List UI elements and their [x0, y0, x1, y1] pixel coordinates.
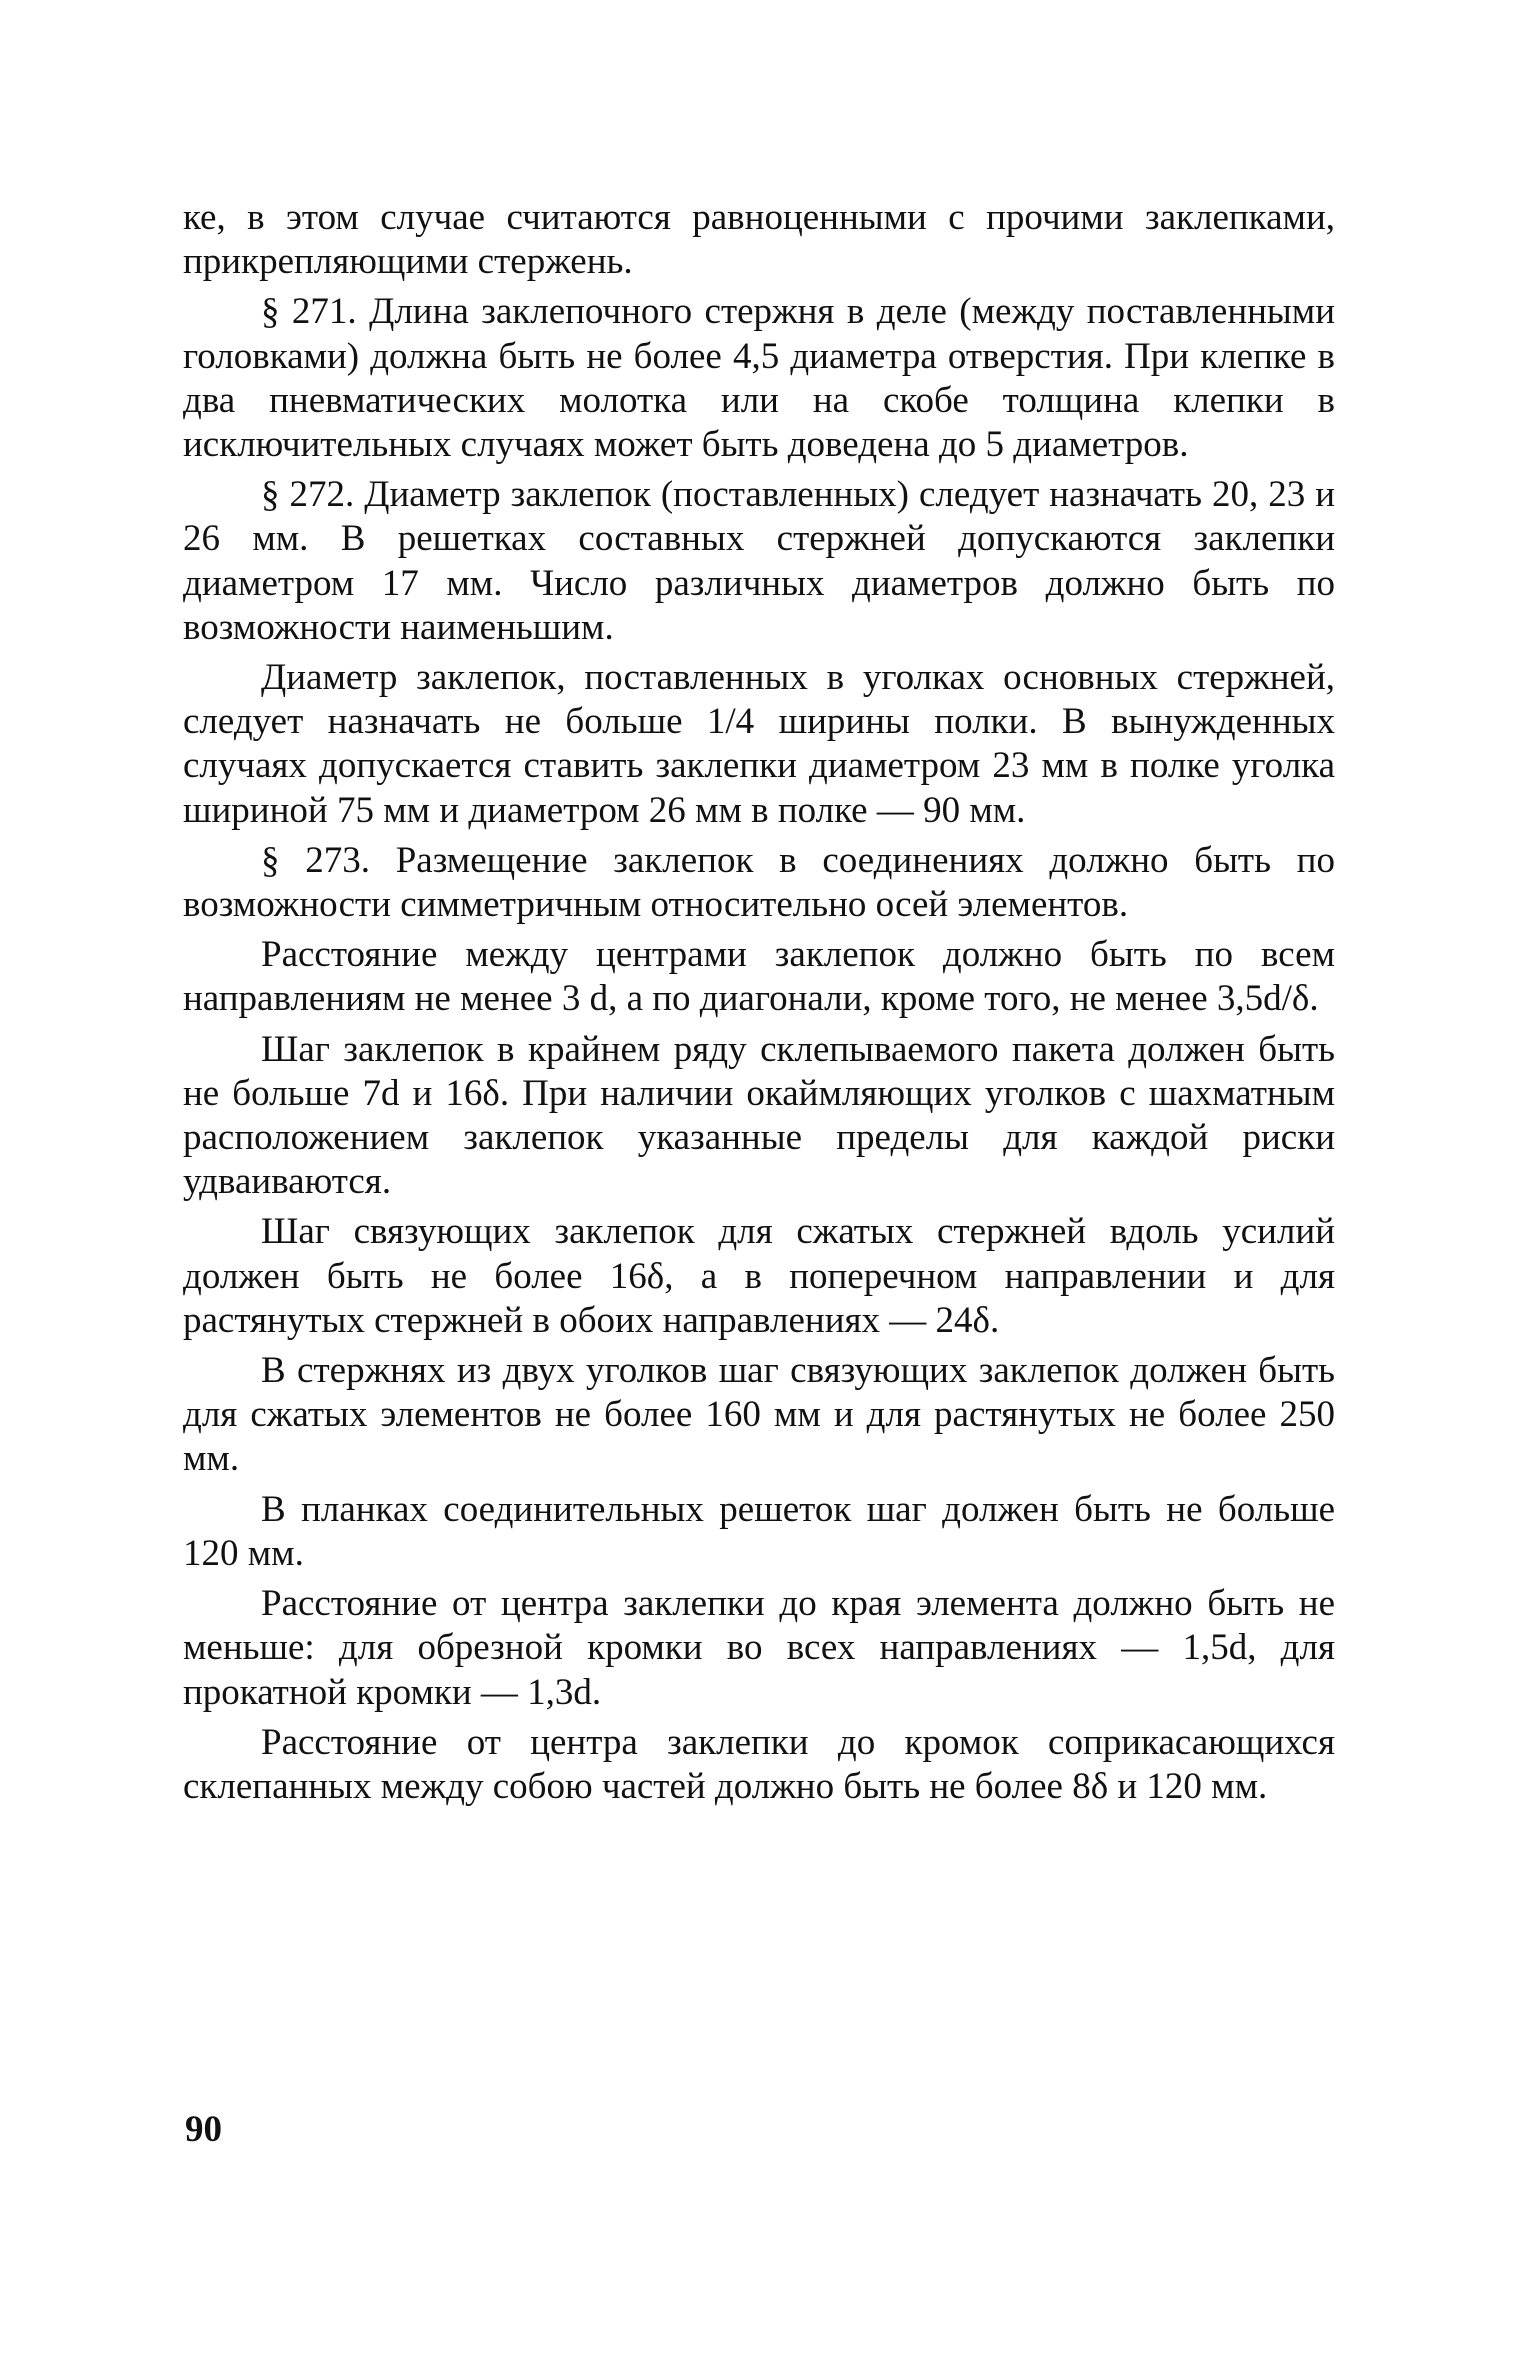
paragraph-center-distance: Расстояние между центрами заклепок должно быть по всем направлениям не менее 3 d, а по диагонали, кроме того, не менее 3,5d/δ. — [183, 934, 1335, 1020]
paragraph-section-273: § 273. Размещение заклепок в соединениях должно быть по возможности симметричным относительно осей элементов. — [183, 839, 1335, 926]
paragraph-section-271: § 271. Длина заклепочного стержня в деле (между поставленными головками) должна быть не более 4,5 диаметра отверстия. При клепке в два пневматических молотка или на скобе толщина клепки в исключительных случаях может быть доведена до 5 диаметров. — [183, 291, 1335, 466]
paragraph-section-272: § 272. Диаметр заклепок (поставленных) следует назначать 20, 23 и 26 мм. В решетках составных стержней допускаются заклепки диаметром 17 мм. Число различных диаметров должно быть по возможности наименьшим. — [183, 474, 1335, 648]
paragraph-rivet-diameter-angles: Диаметр заклепок, поставленных в уголках основных стержней, следует назначать не больше 1/4 ширины полки. В вынужденных случаях допускается ставить заклепки диаметром 23 мм в полке уголка шириной 75 мм и диаметром 26 мм в полке — 90 мм. — [183, 657, 1335, 831]
paragraph-edge-distance: Расстояние от центра заклепки до края элемента должно быть не меньше: для обрезной кромки во всех направлениях — 1,5d, для прокатной кромки — 1,3d. — [183, 1583, 1335, 1713]
page-text — [183, 196, 1335, 1815]
paragraph-contact-edge-distance: Расстояние от центра заклепки до кромок соприкасающихся склепанных между собою частей должно быть не более 8δ и 120 мм. — [183, 1721, 1335, 1807]
paragraph-stitch-rivet-pitch: Шаг связующих заклепок для сжатых стержней вдоль усилий должен быть не более 16δ, а в поперечном направлении и для растянутых стержней в обоих направлениях — 24δ. — [183, 1211, 1335, 1341]
paragraph-continuation: ке, в этом случае считаются равноценными с прочими заклепками, прикрепляющими стержень. — [183, 197, 1335, 283]
paragraph-edge-row-pitch: Шаг заклепок в крайнем ряду склепываемого пакета должен быть не больше 7d и 16δ. При наличии окаймляющих уголков с шахматным расположением заклепок указанные пределы для каждой риски удваиваются. — [183, 1028, 1335, 1203]
page-number: 90 — [185, 2109, 222, 2150]
paragraph-batten-plates: В планках соединительных решеток шаг должен быть не больше 120 мм. — [183, 1488, 1335, 1574]
paragraph-two-angle-members: В стержнях из двух уголков шаг связующих заклепок должен быть для сжатых элементов не более 160 мм и для растянутых не более 250 мм. — [183, 1350, 1335, 1480]
